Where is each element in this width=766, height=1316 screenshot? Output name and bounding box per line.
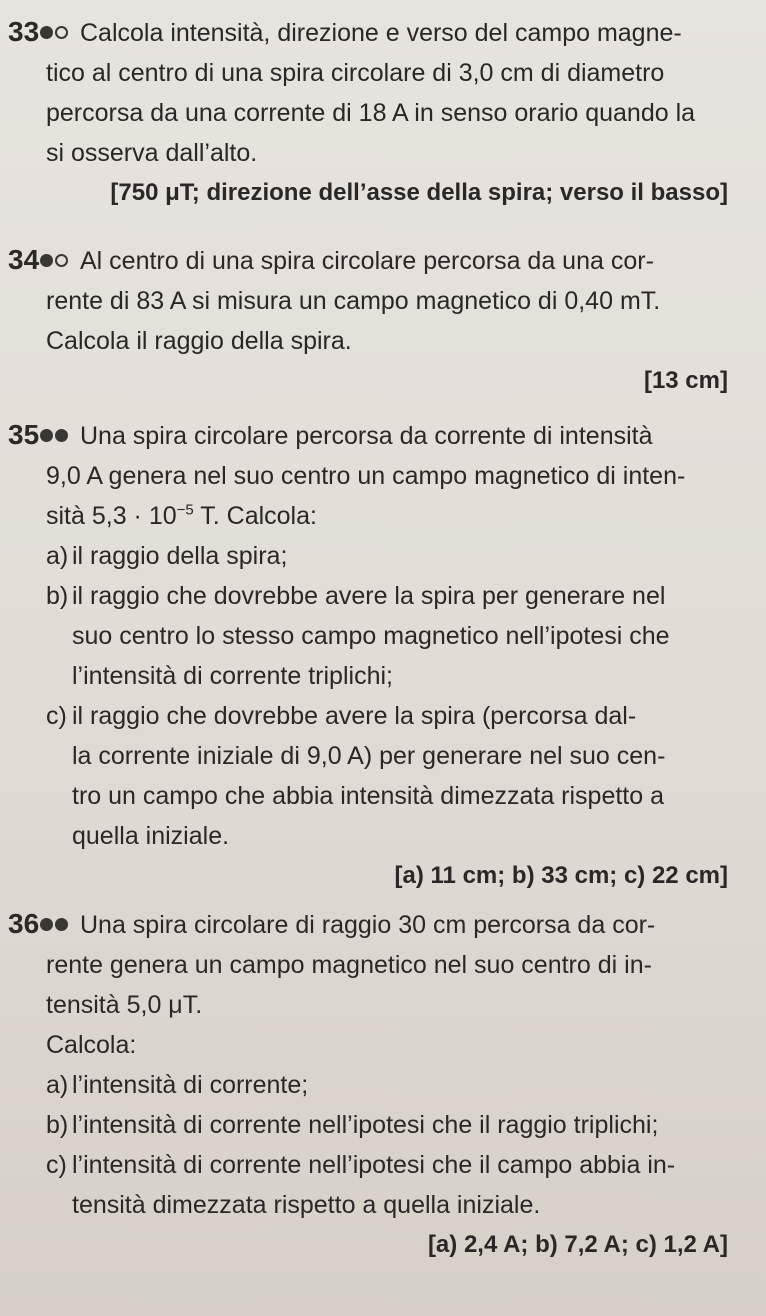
exercise-text-line: Una spira circolare di raggio 30 cm percorsa da cor- xyxy=(80,911,656,939)
exercise-text-line: tensità 5,0 μT. xyxy=(46,991,203,1019)
exercise-34 xyxy=(8,240,728,401)
exercise-text-line: Calcola il raggio della spira. xyxy=(46,327,352,355)
exercise-text-line: percorsa da una corrente di 18 A in senso orario quando la xyxy=(46,99,696,127)
difficulty-icon xyxy=(40,11,70,51)
exercise-text-line: Calcola: xyxy=(46,1031,137,1059)
exercise-text-line: Al centro di una spira circolare percorsa da una cor- xyxy=(80,247,654,275)
exercise-text-line: rente di 83 A si misura un campo magnetico di 0,40 mT. xyxy=(46,287,661,315)
exercise-number: 35 xyxy=(8,419,40,450)
exercise-33 xyxy=(8,12,728,213)
list-item: c) il raggio che dovrebbe avere la spira (percorsa dal- xyxy=(8,696,728,736)
item-label: b) xyxy=(46,582,69,610)
item-label: a) xyxy=(46,1071,69,1099)
exercise-answer: [750 μT; direzione dell’asse della spira; verso il basso] xyxy=(110,179,728,206)
item-label: c) xyxy=(46,1151,67,1179)
exercise-text-line: 9,0 A genera nel suo centro un campo magnetico di inten- xyxy=(46,462,686,490)
list-item: b) l’intensità di corrente nell’ipotesi che il raggio triplichi; xyxy=(8,1105,728,1145)
item-label: b) xyxy=(46,1111,69,1139)
exercise-text-line: rente genera un campo magnetico nel suo centro di in- xyxy=(46,951,652,979)
difficulty-icon xyxy=(40,903,70,943)
list-item: a) l’intensità di corrente; xyxy=(8,1065,728,1105)
exercise-text-line: tico al centro di una spira circolare di 3,0 cm di diametro xyxy=(46,59,665,87)
difficulty-icon xyxy=(40,239,70,279)
exercise-answer: [a) 2,4 A; b) 7,2 A; c) 1,2 A] xyxy=(427,1231,728,1258)
item-label: c) xyxy=(46,702,67,730)
list-item: a) il raggio della spira; xyxy=(8,536,728,576)
exercise-text-line: sità 5,3 · 10 xyxy=(46,502,177,530)
exponent: −5 xyxy=(176,501,194,519)
exercise-36: 36 Una spira circolare di raggio 30 cm percorsa da cor- rente genera un campo magnetico nel suo centro di in- tensità 5,0 μT. Calcola: a) l’intensità di corrente; b) l’intensità di corrente nell’ipotesi che il raggio triplichi; c) l’intensità di corrente nell’ipotesi che il campo abbia in- tensità dimezzata rispetto a quella iniziale. [a) 2,4 A; b) 7,2 A; c) 1,2 A] xyxy=(8,904,728,1265)
exercise-answer: [13 cm] xyxy=(643,367,728,394)
exercise-text-line: Calcola intensità, direzione e verso del campo magne- xyxy=(80,19,682,47)
exercise-35: 35 Una spira circolare percorsa da corrente di intensità 9,0 A genera nel suo centro un campo magnetico di inten- sità $5,3 \cdot 10^{-5}$ T. Calcola: a) il raggio della spira; b) il raggio che dovrebbe avere la spira per generare nel suo centro lo stesso campo magnetico nell’ipotesi che l’intensità di corrente triplichi; c) il raggio che dovrebbe avere la spira (percorsa dal- la corrente iniziale di 9,0 A) per generare nel suo cen- tro un campo che abbia intensità dimezzata rispetto a quella iniziale. [a) 11 cm; b) 33 cm; c) 22 cm] xyxy=(8,415,728,896)
exercise-text-line: si osserva dall’alto. xyxy=(46,139,258,167)
exercise-number: 34 xyxy=(8,244,40,275)
exercise-answer: [a) 11 cm; b) 33 cm; c) 22 cm] xyxy=(394,862,728,889)
difficulty-icon xyxy=(40,414,70,454)
list-item: b) il raggio che dovrebbe avere la spira per generare nel xyxy=(8,576,728,616)
list-item: c) l’intensità di corrente nell’ipotesi che il campo abbia in- xyxy=(8,1145,728,1185)
exercise-number: 36 xyxy=(8,908,40,939)
exercise-text-line: Una spira circolare percorsa da corrente di intensità xyxy=(80,422,653,450)
exercise-number: 33 xyxy=(8,16,40,47)
item-label: a) xyxy=(46,542,69,570)
exercise-text-line: T. Calcola: xyxy=(193,502,317,530)
